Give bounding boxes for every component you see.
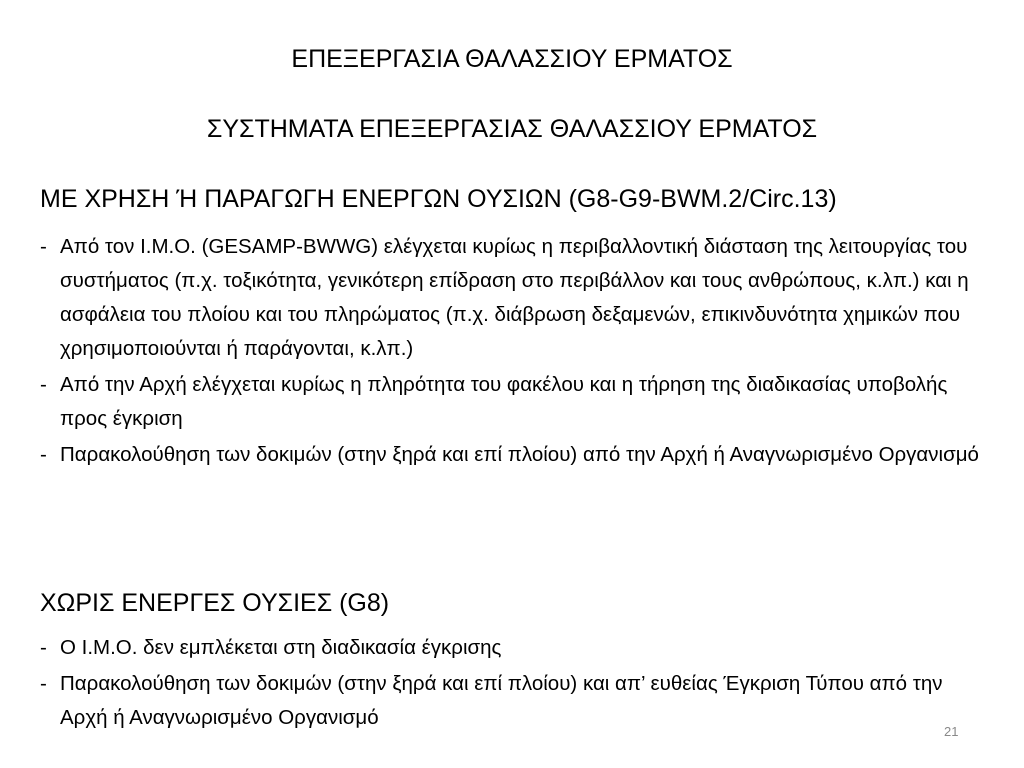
section-heading-active-substances: ΜΕ ΧΡΗΣΗ Ή ΠΑΡΑΓΩΓΗ ΕΝΕΡΓΩΝ ΟΥΣΙΩΝ (G8-G9-BWM.2/Circ.13) — [40, 185, 837, 213]
bullet-dash: - — [40, 672, 47, 695]
bullet-text: Από τον Ι.Μ.Ο. (GESAMP-BWWG) ελέγχεται κυρίως η περιβαλλοντική διάσταση της λειτουργίας του συστήματος (π.χ. τοξικότητα, γενικότερη επίδραση στο περιβάλλον και τους ανθρώπους, κ.λπ.) και η ασφάλεια του πλοίου και του πληρώματος (π.χ. διάβρωση δεξαμενών, επικινδυνότητα χημικών που χρησιμοποιούνται ή παράγονται, κ.λπ.) — [60, 235, 969, 360]
bullet-list-no-active-substances — [40, 631, 990, 737]
bullet-list-active-substances — [40, 230, 990, 474]
list-item — [40, 667, 990, 735]
list-item — [40, 230, 990, 366]
slide-title: ΕΠΕΞΕΡΓΑΣΙΑ ΘΑΛΑΣΣΙΟΥ ΕΡΜΑΤΟΣ — [291, 45, 733, 73]
bullet-text: Από την Αρχή ελέγχεται κυρίως η πληρότητα του φακέλου και η τήρηση της διαδικασίας υποβολής προς έγκριση — [60, 373, 948, 430]
list-item — [40, 368, 990, 436]
bullet-dash: - — [40, 443, 47, 466]
bullet-text: Παρακολούθηση των δοκιμών (στην ξηρά και επί πλοίου) από την Αρχή ή Αναγνωρισμένο Οργανισμό — [60, 443, 979, 466]
list-item — [40, 631, 990, 665]
bullet-text: Ο Ι.Μ.Ο. δεν εμπλέκεται στη διαδικασία έγκρισης — [60, 636, 502, 659]
bullet-text: Παρακολούθηση των δοκιμών (στην ξηρά και επί πλοίου) και απ’ ευθείας Έγκριση Τύπου από την Αρχή ή Αναγνωρισμένο Οργανισμό — [60, 672, 943, 729]
bullet-dash: - — [40, 373, 47, 396]
slide-number: 21 — [944, 724, 959, 739]
section-heading-no-active-substances: ΧΩΡΙΣ ΕΝΕΡΓΕΣ ΟΥΣΙΕΣ (G8) — [40, 589, 390, 617]
slide-subtitle: ΣΥΣΤΗΜΑΤΑ ΕΠΕΞΕΡΓΑΣΙΑΣ ΘΑΛΑΣΣΙΟΥ ΕΡΜΑΤΟΣ — [206, 115, 818, 143]
bullet-dash: - — [40, 235, 47, 258]
list-item — [40, 438, 990, 472]
bullet-dash: - — [40, 636, 47, 659]
